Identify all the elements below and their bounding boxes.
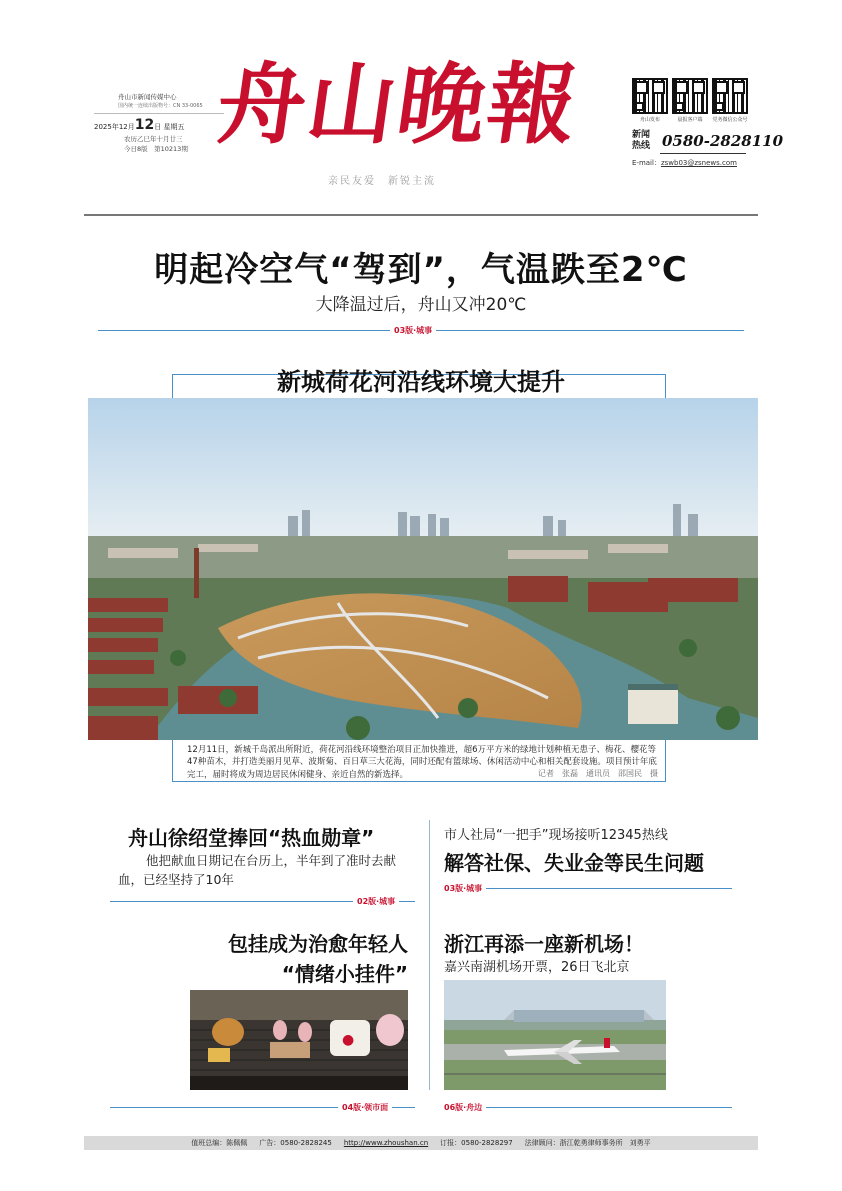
svg-text:●: ● — [342, 1032, 355, 1048]
story-left-1-sub: 他把献血日期记在台历上，半年到了准时去献血，已经坚持了10年 — [118, 853, 397, 888]
feature-caption: 12月11日，新城千岛派出所附近，荷花河沿线环境整治项目正加快推进，超6万平方米的绿地计划种植无患子、梅花、樱花等47种苗木，并打造美丽月见草、波斯菊、百日草三大花海，同时还配有篮球场、休闲活动中心和相关配套设施。项目预计年底完工，届时将成为周边居民休闲健身、亲近自然的新选择。 — [187, 745, 657, 780]
cn-number: 国内统一连续出版物号：CN 33-0065 — [118, 103, 203, 110]
date-weekday: 日 星期五 — [154, 123, 185, 131]
story-right-1-kicker: 市人社局“一把手”现场接听12345热线 — [444, 828, 668, 843]
story-right-2-tag[interactable]: 06版·舟边 — [440, 1102, 486, 1113]
qr-label-1: 舟山发布 — [639, 117, 660, 123]
lead-headline[interactable]: 明起冷空气“驾到”，气温跌至2℃ — [154, 250, 688, 290]
story-right-2-sub: 嘉兴南湖机场开票，26日飞北京 — [444, 960, 630, 975]
slogan: 亲民友爱 新锐主流 — [328, 176, 436, 187]
date-day: 12 — [134, 117, 155, 133]
qr-label-2: 晨报客户端 — [677, 117, 703, 123]
footer-url[interactable]: http://www.zhoushan.cn — [343, 1139, 429, 1147]
hotline-underline — [660, 153, 746, 154]
story-left-2-headline-1[interactable]: 包挂成为治愈年轻人 — [228, 932, 408, 956]
issue-pages: 今日8版 第10213期 — [124, 145, 188, 153]
newspaper-title: 舟山晚報 — [210, 52, 586, 156]
story-right-2-photo[interactable] — [444, 980, 666, 1090]
hotline-label — [632, 130, 650, 152]
qr-label-3: 党务微信公众号 — [712, 117, 748, 123]
hotline-label-line-2: 热线 — [632, 140, 651, 151]
issue-date — [94, 117, 184, 133]
qr-code-1[interactable] — [632, 78, 668, 114]
date-month: 2025年12月 — [94, 123, 135, 131]
email-link[interactable]: zswb03@zsnews.com — [660, 159, 737, 167]
lead-subheadline: 大降温过后，舟山又冲20℃ — [315, 295, 527, 315]
email-label: E-mail： — [632, 159, 661, 167]
masthead-rule — [84, 214, 758, 216]
story-left-2-headline-2[interactable]: “情绪小挂件” — [281, 962, 408, 986]
footer-bar — [84, 1136, 758, 1150]
hotline-label-line-1: 新闻 — [632, 130, 651, 140]
column-divider — [429, 820, 430, 1090]
feature-headline[interactable]: 新城荷花河沿线环境大提升 — [277, 368, 565, 396]
masthead-divider — [94, 113, 224, 114]
airport-illustration — [444, 980, 666, 1090]
story-left-1-headline[interactable]: 舟山徐绍堂捧回“热血勋章” — [128, 826, 375, 850]
lead-section-tag[interactable]: 03版·城事 — [390, 325, 436, 336]
qr-code-3[interactable] — [712, 78, 748, 114]
feature-photo[interactable] — [88, 398, 758, 740]
story-right-1-tag[interactable]: 03版·城事 — [440, 883, 486, 894]
feature-credit: 记者 张磊 通讯员 邵国民 摄 — [538, 769, 658, 778]
footer-subscribe: 订报：0580-2828297 — [440, 1139, 513, 1147]
qr-code-2[interactable] — [672, 78, 708, 114]
story-left-1-tag[interactable]: 02版·城事 — [353, 896, 399, 907]
story-right-2-headline[interactable]: 浙江再添一座新机场！ — [444, 932, 644, 956]
publisher: 舟山市新闻传媒中心 — [118, 93, 177, 101]
email-line — [632, 158, 737, 168]
hotline-number: 0580-2828110 — [662, 132, 784, 150]
story-left-2-photo[interactable] — [190, 990, 408, 1090]
aerial-park-illustration — [88, 398, 758, 740]
story-left-2-tag[interactable]: 04版·领市面 — [338, 1102, 392, 1113]
footer-ad: 广告：0580-2828245 — [259, 1139, 332, 1147]
footer-legal: 法律顾问：浙江乾勇律师事务所 刘勇平 — [524, 1139, 651, 1147]
bag-charms-illustration — [190, 990, 408, 1090]
footer-editor: 值班总编：陈佩佩 — [191, 1139, 248, 1147]
lunar-date: 农历乙巳年十月廿三 — [124, 135, 183, 143]
story-right-1-headline[interactable]: 解答社保、失业金等民生问题 — [444, 851, 704, 875]
